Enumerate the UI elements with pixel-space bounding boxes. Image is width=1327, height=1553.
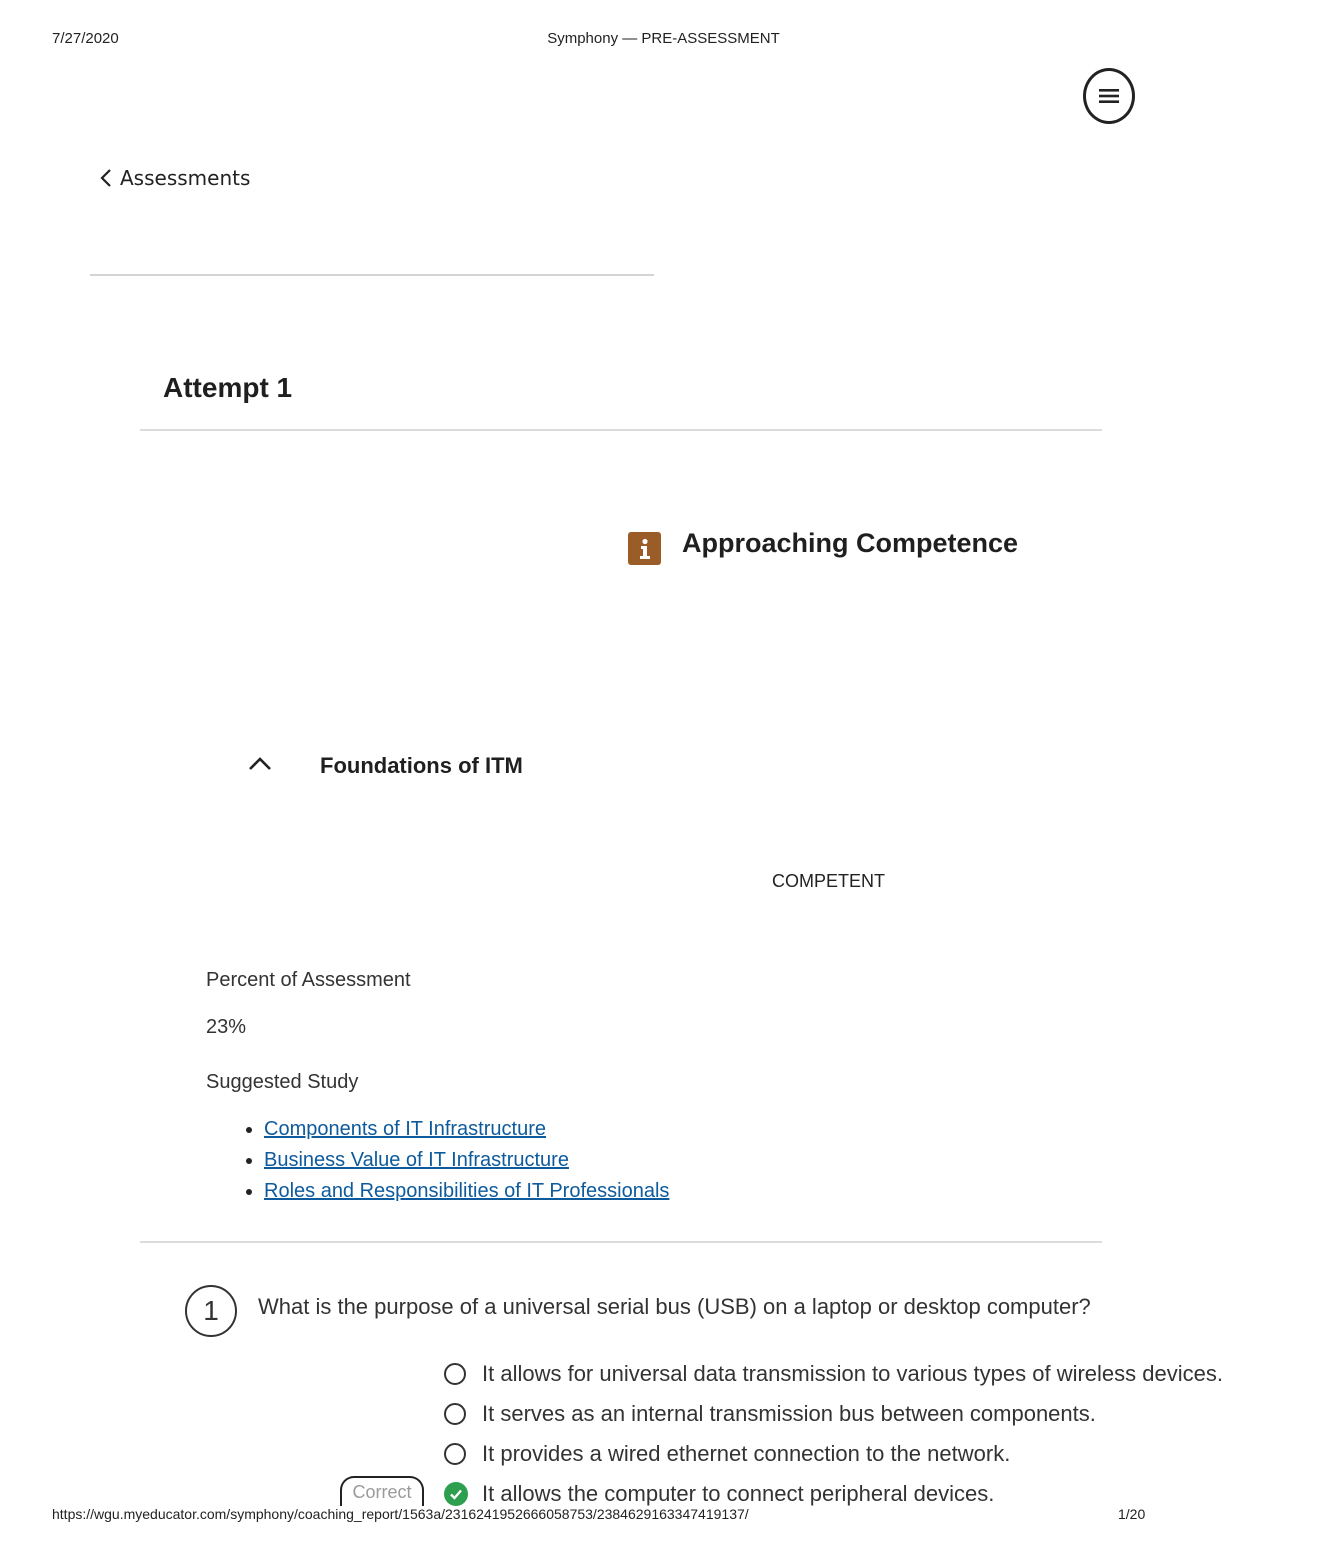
list-item (264, 1146, 669, 1177)
chevron-left-icon (100, 168, 112, 188)
print-title: Symphony — PRE-ASSESSMENT (547, 30, 780, 47)
answer-option[interactable] (444, 1434, 1102, 1474)
answer-option-text: It allows for universal data transmission to various types of wireless devices. (482, 1361, 1223, 1386)
correct-badge: Correct (340, 1476, 424, 1506)
question-number: 1 (185, 1285, 237, 1337)
print-url: https://wgu.myeducator.com/symphony/coaching_report/1563a/2316241952666058753/2384629163347419137/ (52, 1506, 749, 1522)
study-link-roles[interactable]: Roles and Responsibilities of IT Professionals (264, 1180, 670, 1202)
suggested-study-label: Suggested Study (206, 1071, 359, 1093)
answer-option-text: It provides a wired ethernet connection to the network. (482, 1441, 1011, 1466)
competence-status: Approaching Competence (682, 528, 1019, 558)
list-item (264, 1115, 669, 1146)
attempt-title: Attempt 1 (163, 372, 293, 403)
suggested-study-list (206, 1115, 669, 1208)
divider (140, 1241, 1102, 1243)
menu-button[interactable] (1083, 68, 1135, 124)
answer-option-text: It serves as an internal transmission bus between components. (482, 1401, 1096, 1426)
percent-value: 23% (206, 1016, 247, 1038)
answer-option[interactable] (444, 1354, 1223, 1394)
answer-option-text: It allows the computer to connect peripheral devices. (482, 1481, 995, 1506)
chevron-up-icon (248, 755, 272, 771)
divider (140, 429, 1102, 431)
print-date: 7/27/2020 (52, 30, 119, 47)
check-circle-icon (444, 1482, 468, 1506)
question-text: What is the purpose of a universal serial bus (USB) on a laptop or desktop computer? (258, 1294, 1091, 1319)
back-link-label: Assessments (120, 166, 251, 190)
radio-icon (444, 1443, 466, 1465)
section-collapse-toggle[interactable] (248, 755, 272, 776)
print-page-number: 1/20 (1118, 1506, 1146, 1522)
hamburger-menu-icon (1099, 88, 1119, 104)
back-to-assessments-link[interactable] (100, 166, 250, 190)
section-title: Foundations of ITM (320, 753, 523, 778)
study-link-components[interactable]: Components of IT Infrastructure (264, 1118, 546, 1140)
answer-option[interactable] (444, 1394, 1102, 1434)
info-icon (638, 538, 652, 560)
status-icon-badge (628, 532, 661, 565)
list-item (264, 1177, 669, 1208)
competency-level: COMPETENT (772, 871, 886, 891)
radio-icon (444, 1363, 466, 1385)
percent-label: Percent of Assessment (206, 969, 411, 991)
radio-icon (444, 1403, 466, 1425)
study-link-business-value[interactable]: Business Value of IT Infrastructure (264, 1149, 569, 1171)
divider (90, 274, 654, 276)
